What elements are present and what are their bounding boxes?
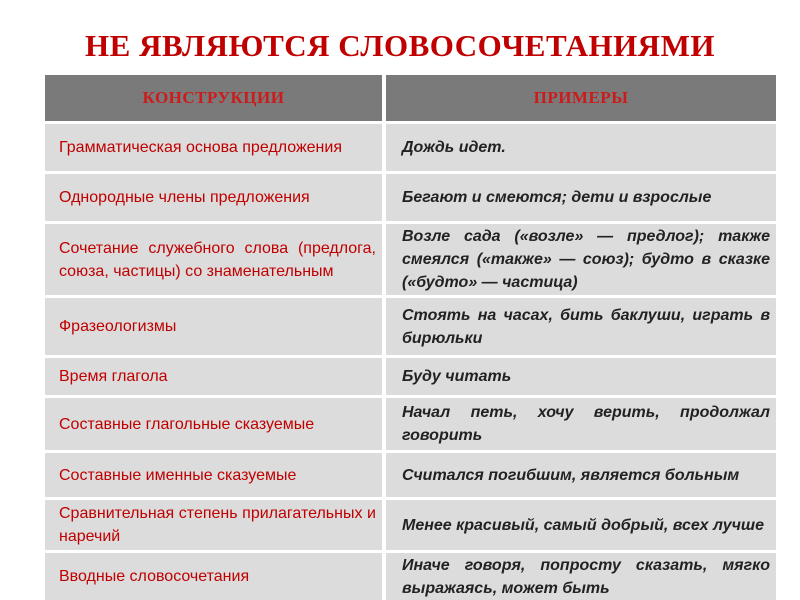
construction-cell: Грамматическая основа предложения [45,124,386,174]
construction-cell: Составные глагольные сказуемые [45,398,386,453]
example-cell: Стоять на часах, бить баклуши, играть в бирюльки [386,298,776,358]
table-header-row [45,75,776,124]
example-cell: Буду читать [386,358,776,398]
table-row [45,500,776,553]
header-constructions: КОНСТРУКЦИИ [45,75,386,124]
example-cell: Считался погибшим, является больным [386,453,776,500]
construction-cell: Составные именные сказуемые [45,453,386,500]
table-row [45,358,776,398]
construction-cell: Вводные словосочетания [45,553,386,600]
constructions-table [45,75,776,600]
table-row [45,174,776,224]
header-examples: ПРИМЕРЫ [386,75,776,124]
example-cell: Менее красивый, самый добрый, всех лучше [386,500,776,553]
example-cell: Возле сада («возле» — предлог); также смеялся («также» — союз); будто в сказке («будто» — частица) [386,224,776,298]
table-row [45,224,776,298]
construction-cell: Время глагола [45,358,386,398]
table-row [45,453,776,500]
example-cell: Иначе говоря, попросту сказать, мягко выражаясь, может быть [386,553,776,600]
example-cell: Бегают и смеются; дети и взрослые [386,174,776,224]
construction-cell: Однородные члены предложения [45,174,386,224]
construction-cell: Сочетание служебного слова (предлога, союза, частицы) со знаменательным [45,224,386,298]
slide-title: НЕ ЯВЛЯЮТСЯ СЛОВОСОЧЕТАНИЯМИ [85,28,715,63]
table-row [45,124,776,174]
table-row [45,398,776,453]
construction-cell: Сравнительная степень прилагательных и наречий [45,500,386,553]
table-row [45,298,776,358]
example-cell: Дождь идет. [386,124,776,174]
table-row [45,553,776,600]
example-cell: Начал петь, хочу верить, продолжал говорить [386,398,776,453]
construction-cell: Фразеологизмы [45,298,386,358]
